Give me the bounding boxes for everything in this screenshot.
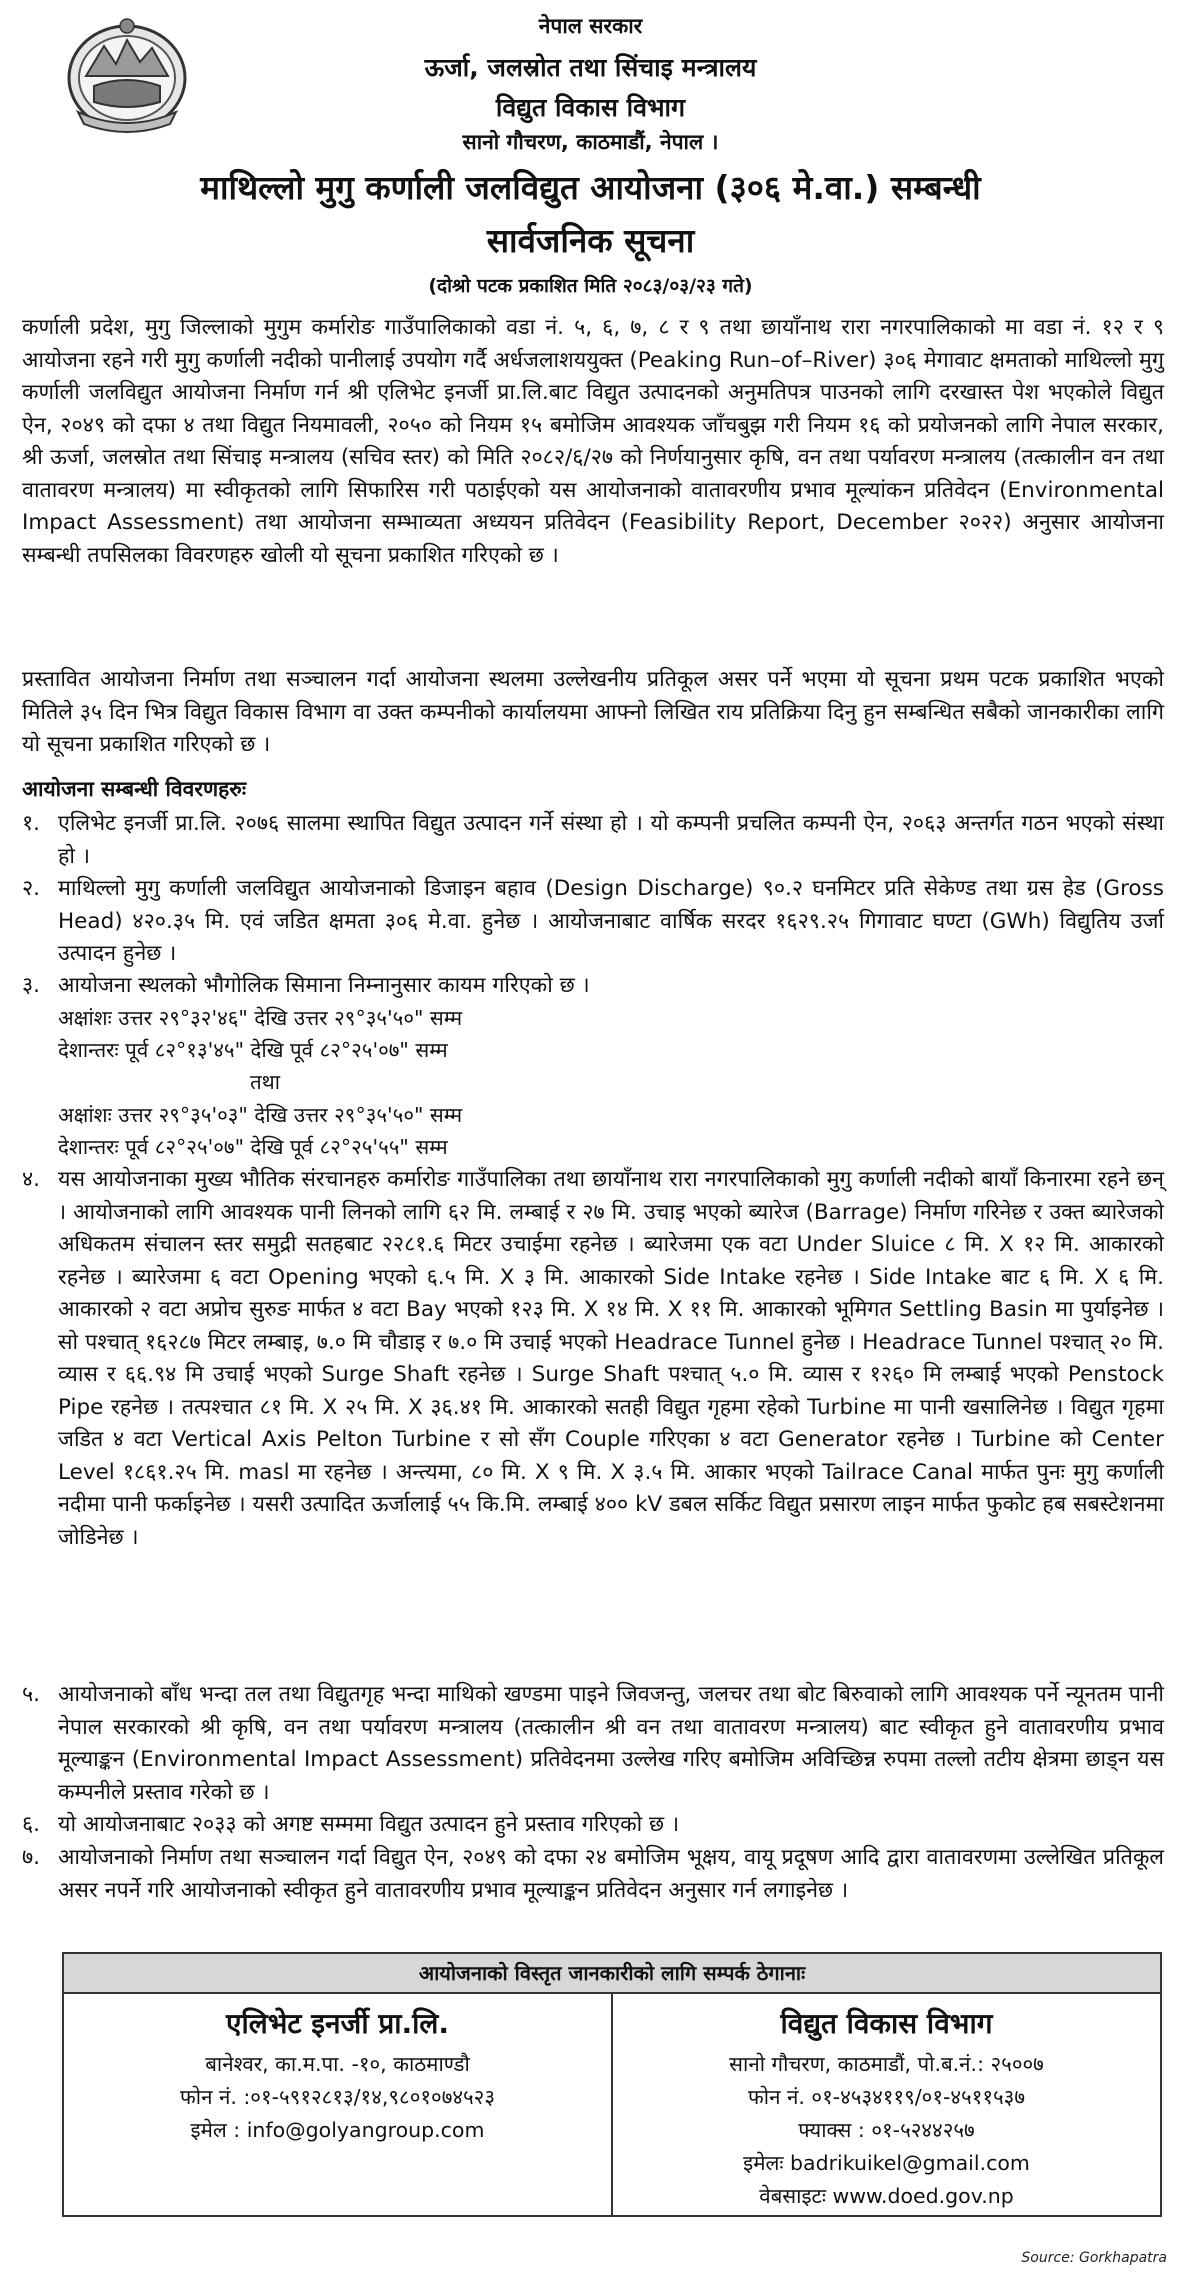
contact-box	[62, 1952, 1162, 2217]
list-item	[22, 1679, 1164, 1809]
item-text: आयोजनाको निर्माण तथा सञ्चालन गर्दा विद्युत ऐन, २०४९ को दफा २४ बमोजिम भूक्षय, वायू प्रदूषण आदि द्वारा वातावरणमा उल्लेखित प्रतिकूल असर नपर्ने गरि आयोजनाको स्वीकृत हुने वातावरणीय प्रभाव मूल्याङ्कन प्रतिवेदन अनुसार गर्न लगाइनेछ ।	[58, 1845, 1164, 1903]
item-text: यो आयोजनाबाट २०३३ को अगष्ट सम्ममा विद्युत उत्पादन हुने प्रस्ताव गरिएको छ ।	[58, 1812, 680, 1837]
item-number: ४.	[22, 1167, 41, 1192]
company-phone: फोन नं. :०१-५९१२८१३/१४,९८०१०७४५२३	[179, 2085, 495, 2109]
list-item	[22, 873, 1164, 971]
list-item	[22, 1164, 1164, 1554]
latitude-range-1: अक्षांशः उत्तर २९°३२'४६" देखि उत्तर २९°३५'५०" सम्म	[58, 1006, 463, 1030]
notice-subtitle: सार्वजनिक सूचना	[486, 221, 695, 260]
company-name: एलिभेट इनर्जी प्रा.लि.	[225, 2007, 450, 2040]
item-number: ५.	[22, 1682, 41, 1707]
coords-conjunction: तथा	[250, 1070, 281, 1094]
list-item	[22, 808, 1164, 873]
item-number: २.	[22, 876, 41, 901]
ministry-name: ऊर्जा, जलस्रोत तथा सिंचाइ मन्त्रालय	[424, 53, 757, 82]
item-number: १.	[22, 811, 41, 836]
department-email[interactable]: इमेलः badrikuikel@gmail.com	[743, 2151, 1030, 2175]
item-text: आयोजनाको बाँध भन्दा तल तथा विद्युतगृह भन्दा माथिको खण्डमा पाइने जिवजन्तु, जलचर तथा बोट बिरुवाको लागि आवश्यक पर्ने न्यूनतम पानी नेपाल सरकारको श्री कृषि, वन तथा पर्यावरण मन्त्रालय (तत्कालीन श्री वन तथा वातावरण मन्त्रालय) बाट स्वीकृत हुने वातावरणीय प्रभाव मूल्याङ्कन (Environmental Impact Assessment) प्रतिवेदनमा उल्लेख गरिए बमोजिम अविच्छिन्न रुपमा तल्लो तटीय क्षेत्रमा छाड्न यस कम्पनीले प्रस्ताव गरेको छ ।	[58, 1682, 1164, 1805]
department-name: विद्युत विकास विभाग	[495, 93, 686, 122]
department-fax: फ्याक्स : ०१-५२४४२५७	[798, 2118, 975, 2142]
company-address: बानेश्वर, का.म.पा. -१०, काठमाण्डौ	[205, 2052, 470, 2076]
longitude-range-2: देशान्तरः पूर्व ८२°२५'०७" देखि पूर्व ८२°२५'५५" सम्म	[58, 1135, 448, 1159]
list-item	[22, 970, 1164, 1003]
department-website[interactable]: वेबसाइटः www.doed.gov.np	[759, 2184, 1014, 2208]
contact-heading: आयोजनाको विस्तृत जानकारीको लागि सम्पर्क ठेगानाः	[64, 1954, 1160, 1994]
notice-title: माथिल्लो मुगु कर्णाली जलविद्युत आयोजना (३०६ मे.वा.) सम्बन्धी	[200, 168, 981, 207]
department-phone: फोन नं. ०१-४५३४११९/०१-४५११५३७	[748, 2085, 1025, 2109]
company-email[interactable]: इमेल : info@golyangroup.com	[190, 2118, 485, 2142]
notice-paragraph: प्रस्तावित आयोजना निर्माण तथा सञ्चालन गर्दा आयोजना स्थलमा उल्लेखनीय प्रतिकूल असर पर्ने भएमा यो सूचना प्रथम पटक प्रकाशित भएको मितिले ३५ दिन भित्र विद्युत विकास विभाग वा उक्त कम्पनीको कार्यालयमा आफ्नो लिखित राय प्रतिक्रिया दिनु हुन सम्बन्धित सबैको जानकारीका लागि यो सूचना प्रकाशित गरिएको छ ।	[22, 667, 1164, 757]
item-number: ६.	[22, 1812, 41, 1837]
source-credit: Source: Gorkhapatra	[1021, 2250, 1167, 2266]
company-contact	[64, 1994, 613, 2215]
publication-date: (दोश्रो पटक प्रकाशित मिति २०८३/०३/२३ गते)	[428, 275, 753, 297]
longitude-range-1: देशान्तरः पूर्व ८२°१३'४५" देखि पूर्व ८२°२५'०७" सम्म	[58, 1038, 448, 1062]
item-text: आयोजना स्थलको भौगोलिक सिमाना निम्नानुसार कायम गरिएको छ ।	[58, 973, 590, 998]
intro-paragraph: कर्णाली प्रदेश, मुगु जिल्लाको मुगुम कर्मारोङ गाउँपालिकाको वडा नं. ५, ६, ७, ८ र ९ तथा छायाँनाथ रारा नगरपालिकाको मा वडा नं. १२ र ९ आयोजना रहने गरी मुगु कर्णाली नदीको पानीलाई उपयोग गर्दै अर्धजलाशययुक्त (Peaking Run–of–River) ३०६ मेगावाट क्षमताको माथिल्लो मुगु कर्णाली जलविद्युत आयोजना निर्माण गर्न श्री एलिभेट इनर्जी प्रा.लि.बाट विद्युत उत्पादनको अनुमतिपत्र पाउनको लागि दरखास्त पेश भएकोले विद्युत ऐन, २०४९ को दफा ४ तथा विद्युत नियमावली, २०५० को नियम १५ बमोजिम आवश्यक जाँचबुझ गरी नियम १६ को प्रयोजनको लागि नेपाल सरकार, श्री ऊर्जा, जलस्रोत तथा सिंचाइ मन्त्रालय (सचिव स्तर) को मिति २०८२/६/२७ को निर्णयानुसार कृषि, वन तथा पर्यावरण मन्त्रालय (तत्कालीन वन तथा वातावरण मन्त्रालय) मा स्वीकृतको लागि सिफारिस गरी पठाईएको यस आयोजनाको वातावरणीय प्रभाव मूल्यांकन प्रतिवेदन (Environmental Impact Assessment) तथा आयोजना सम्भाव्यता अध्ययन प्रतिवेदन (Feasibility Report, December २०२२) अनुसार आयोजना सम्बन्धी तपसिलका विवरणहरु खोली यो सूचना प्रकाशित गरिएको छ ।	[22, 315, 1164, 568]
list-item	[22, 1809, 1164, 1842]
latitude-range-2: अक्षांशः उत्तर २९°३५'०३" देखि उत्तर २९°३५'५०" सम्म	[58, 1103, 463, 1127]
item-number: ३.	[22, 973, 41, 998]
item-text: एलिभेट इनर्जी प्रा.लि. २०७६ सालमा स्थापित विद्युत उत्पादन गर्ने संस्था हो । यो कम्पनी प्रचलित कम्पनी ऐन, २०६३ अन्तर्गत गठन भएको संस्था हो ।	[58, 811, 1164, 869]
department-contact-name: विद्युत विकास विभाग	[780, 2007, 993, 2040]
department-contact-address: सानो गौचरण, काठमाडौं, पो.ब.नं.: २५००७	[729, 2052, 1044, 2076]
item-number: ७.	[22, 1845, 41, 1870]
list-item	[22, 1842, 1164, 1907]
item-text: माथिल्लो मुगु कर्णाली जलविद्युत आयोजनाको डिजाइन बहाव (Design Discharge) ९०.२ घनमिटर प्रति सेकेण्ड तथा ग्रस हेड (Gross Head) ४२०.३५ मि. एवं जडित क्षमता ३०६ मे.वा. हुनेछ । आयोजनाबाट वार्षिक सरदर १६२९.२५ गिगावाट घण्टा (GWh) विद्युतिय उर्जा उत्पादन हुनेछ ।	[58, 876, 1164, 966]
item-text: यस आयोजनाका मुख्य भौतिक संरचानहरु कर्मारोङ गाउँपालिका तथा छायाँनाथ रारा नगरपालिकाको मुगु कर्णाली नदीको बायाँ किनारमा रहने छन् । आयोजनाको लागि आवश्यक पानी लिनको लागि ६२ मि. लम्बाई र २७ मि. उचाइ भएको ब्यारेज (Barrage) निर्माण गरिनेछ र उक्त ब्यारेजको अधिकतम संचालन स्तर समुद्री सतहबाट २२८१.६ मिटर उचाईमा रहनेछ । ब्यारेजमा एक वटा Under Sluice ८ मि. X १२ मि. आकारको रहनेछ । ब्यारेजमा ६ वटा Opening भएको ६.५ मि. X ३ मि. आकारको Side Intake रहनेछ । Side Intake बाट ६ मि. X ६ मि. आकारको २ वटा अप्रोच सुरुङ मार्फत ४ वटा Bay भएको १२३ मि. X १४ मि. X ११ मि. आकारको भूमिगत Settling Basin मा पुर्याइनेछ । सो पश्चात् १६२८७ मिटर लम्बाइ, ७.० मि चौडाइ र ७.० मि उचाई भएको Headrace Tunnel हुनेछ । Headrace Tunnel पश्चात् २० मि. व्यास र ६६.९४ मि उचाई भएको Surge Shaft रहनेछ । Surge Shaft पश्चात् ५.० मि. व्यास र १२६० मि लम्बाई भएको Penstock Pipe रहनेछ । तत्पश्चात ८१ मि. X २५ मि. X ३६.४१ मि. आकारको सतही विद्युत गृहमा रहेको Turbine मा पानी खसालिनेछ । विद्युत गृहमा जडित ४ वटा Vertical Axis Pelton Turbine र सो सँग Couple गरिएका ४ वटा Generator रहनेछ । Turbine को Center Level १८६१.२५ मि. masl मा रहनेछ । अन्त्यमा, ८० मि. X ९ मि. X ३.५ मि. आकार भएको Tailrace Canal मार्फत पुनः मुगु कर्णाली नदीमा पानी फर्काइनेछ । यसरी उत्पादित ऊर्जालाई ५५ कि.मि. लम्बाई ४०० kV डबल सर्किट विद्युत प्रसारण लाइन मार्फत फुकोट हब सबस्टेशनमा जोडिनेछ ।	[58, 1167, 1164, 1550]
department-contact	[613, 1994, 1160, 2215]
details-heading: आयोजना सम्बन्धी विवरणहरुः	[22, 777, 247, 801]
department-address: सानो गौचरण, काठमाडौं, नेपाल ।	[462, 130, 719, 154]
government-label: नेपाल सरकार	[538, 14, 643, 38]
